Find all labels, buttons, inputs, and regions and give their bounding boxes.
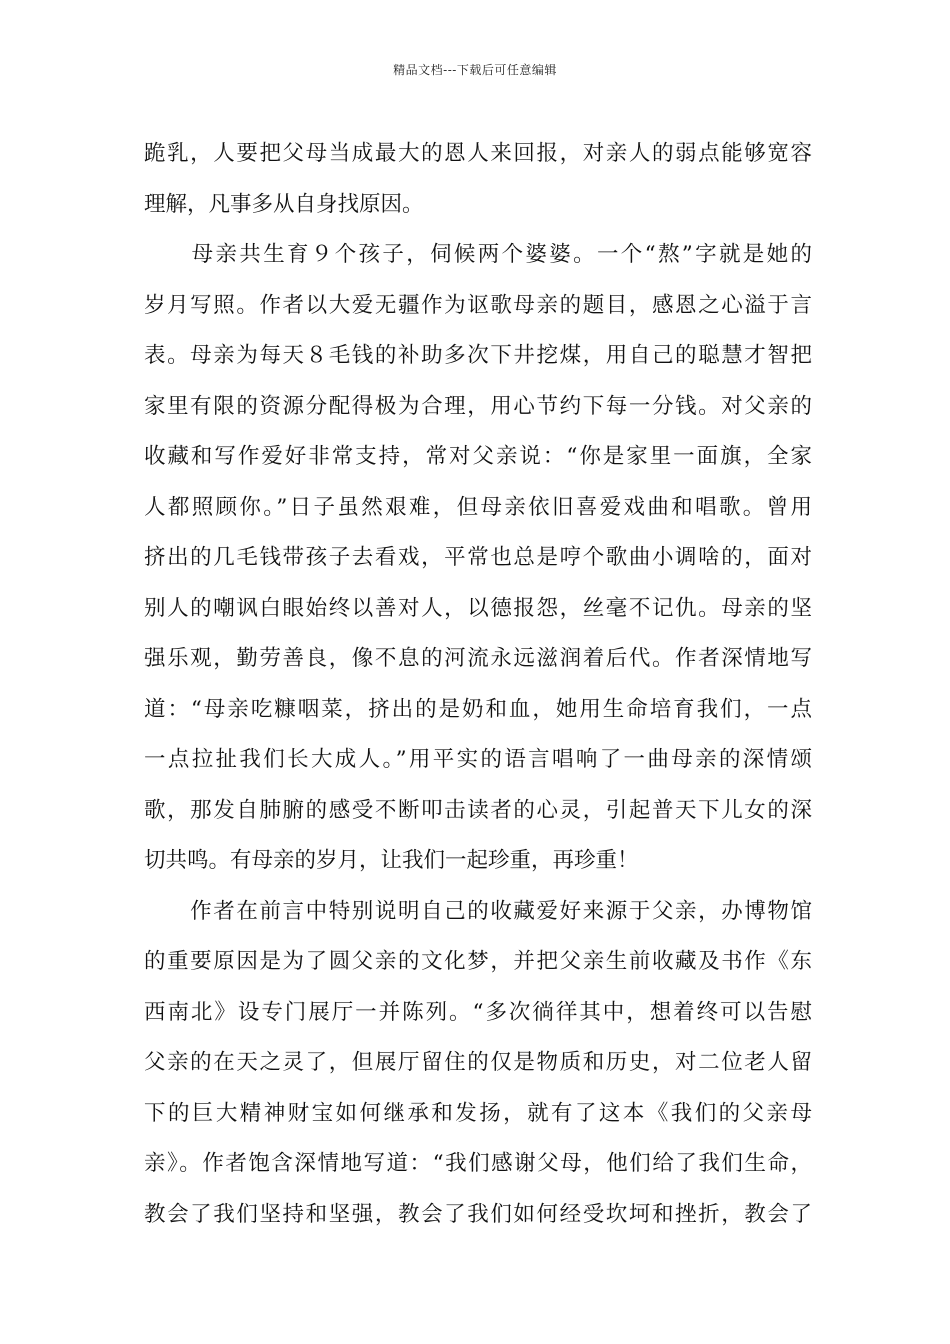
text-line: 挤出的几毛钱带孩子去看戏，平常也总是哼个歌曲小调啥的，面对 <box>144 545 812 570</box>
text-line: 岁月写照。作者以大爱无疆作为讴歌母亲的题目，感恩之心溢于言 <box>144 292 812 318</box>
text-line: 强乐观，勤劳善良，像不息的河流永远滋润着后代。作者深情地写 <box>144 646 812 671</box>
body-text <box>144 129 812 1240</box>
text-line: 切共鸣。有母亲的岁月，让我们一起珍重，再珍重！ <box>144 848 639 873</box>
text-line: 别人的嘲讽白眼始终以善对人，以德报怨，丝毫不记仇。母亲的坚 <box>144 595 812 621</box>
text-line: 作者在前言中特别说明自己的收藏爱好来源于父亲，办博物馆 <box>144 898 812 924</box>
text-line: 的重要原因是为了圆父亲的文化梦，并把父亲生前收藏及书作《东 <box>144 949 812 974</box>
text-line: 收藏和写作爱好非常支持，常对父亲说：“你是家里一面旗，全家 <box>144 444 812 469</box>
text-line: 跪乳，人要把父母当成最大的恩人来回报，对亲人的弱点能够宽容 <box>144 141 812 166</box>
text-line: 家里有限的资源分配得极为合理，用心节约下每一分钱。对父亲的 <box>144 393 812 419</box>
text-line: 表。母亲为每天８毛钱的补助多次下井挖煤，用自己的聪慧才智把 <box>144 343 812 368</box>
text-line: 歌，那发自肺腑的感受不断叩击读者的心灵，引起普天下儿女的深 <box>144 797 812 823</box>
text-line: 西南北》设专门展厅一并陈列。“多次徜徉其中，想着终可以告慰 <box>144 999 812 1025</box>
page-header: 精品文档---下载后可任意编辑 <box>393 63 557 77</box>
text-line: 一点拉扯我们长大成人。”用平实的语言唱响了一曲母亲的深情颂 <box>144 747 812 772</box>
text-line: 道：“母亲吃糠咽菜，挤出的是奶和血，她用生命培育我们，一点 <box>144 696 812 722</box>
text-line: 教会了我们坚持和坚强，教会了我们如何经受坎坷和挫折，教会了 <box>144 1201 812 1227</box>
text-line: 人都照顾你。”日子虽然艰难，但母亲依旧喜爱戏曲和唱歌。曾用 <box>144 494 812 520</box>
text-line: 母亲共生育９个孩子，伺候两个婆婆。一个“熬”字就是她的 <box>144 242 812 267</box>
text-line: 亲》。作者饱含深情地写道：“我们感谢父母，他们给了我们生命， <box>144 1151 812 1176</box>
text-line: 理解，凡事多从自身找原因。 <box>144 191 424 217</box>
text-line: 下的巨大精神财宝如何继承和发扬，就有了这本《我们的父亲母 <box>144 1100 812 1126</box>
text-line: 父亲的在天之灵了，但展厅留住的仅是物质和历史，对二位老人留 <box>144 1050 812 1075</box>
